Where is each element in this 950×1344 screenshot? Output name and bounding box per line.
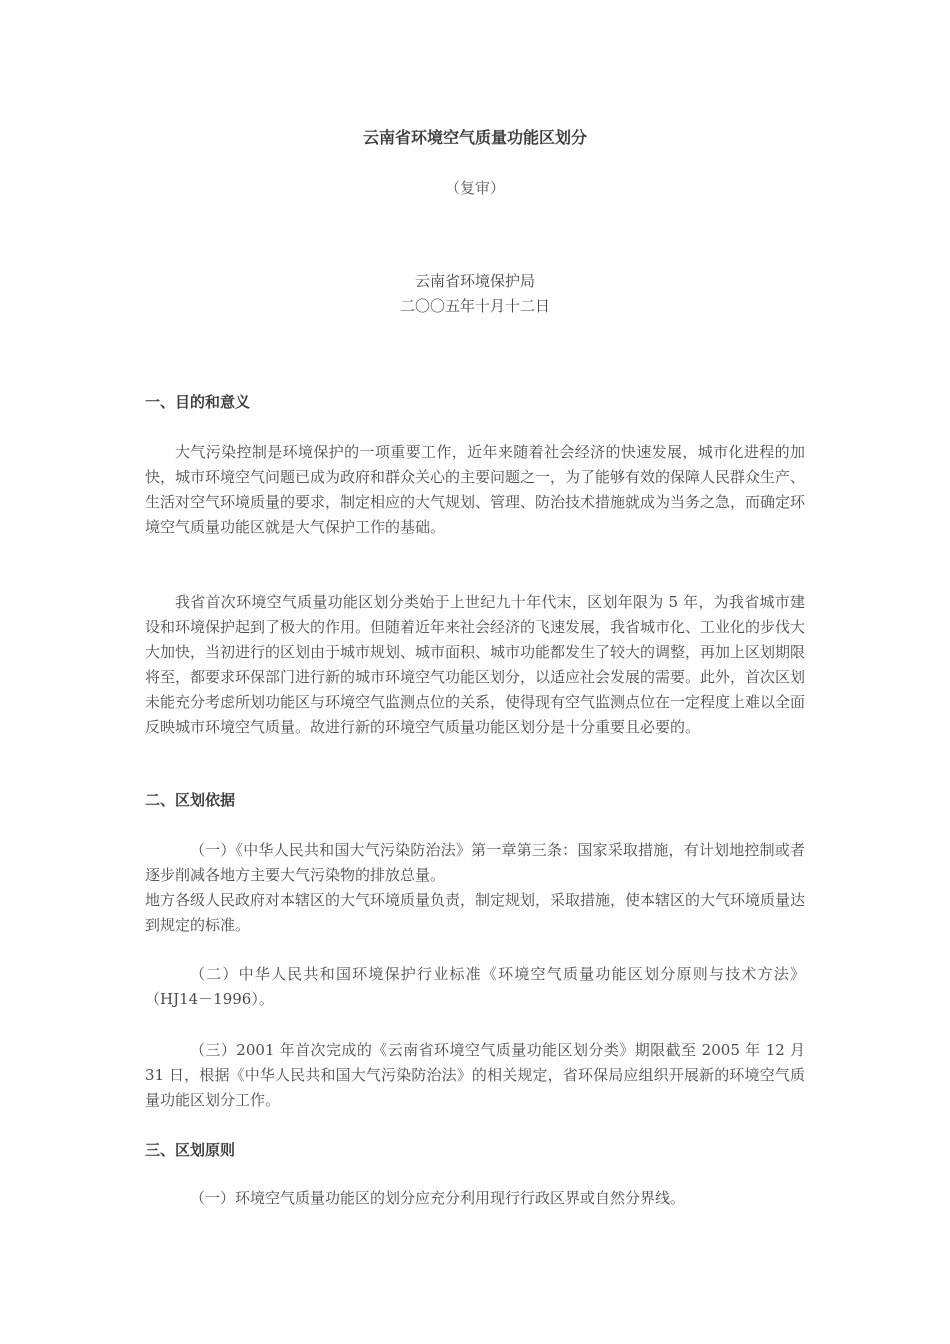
paragraph-principles-item-1: （一）环境空气质量功能区的划分应充分利用现行行政区界或自然分界线。 <box>190 1189 686 1207</box>
issuing-organization: 云南省环境保护局 <box>414 272 535 290</box>
section-heading-principles: 三、区划原则 <box>145 1141 236 1159</box>
paragraph-purpose-1: 大气污染控制是环境保护的一项重要工作，近年来随着社会经济的快速发展，城市化进程的加快，城市环境空气问题已成为政府和群众关心的主要问题之一，为了能够有效的保障人民群众生产、生活对空气环境质量的要求，制定相应的大气规划、管理、防治技术措施就成为当务之急，而确定环境空气质量功能区就是大气保护工作的基础。 <box>145 443 806 536</box>
paragraph-basis-item-3: （三）2001 年首次完成的《云南省环境空气质量功能区划分类》期限截至 2005 年 12 月 31 日，根据《中华人民共和国大气污染防治法》的相关规定，省环保局应组织开展新的环境空气质量功能区划分工作。 <box>145 1041 805 1109</box>
paragraph-basis-item-1-continued: 地方各级人民政府对本辖区的大气环境质量负责，制定规划，采取措施，使本辖区的大气环境质量达到规定的标准。 <box>145 891 806 934</box>
document-title: 云南省环境空气质量功能区划分 <box>362 128 587 147</box>
section-heading-basis: 二、区划依据 <box>145 791 236 809</box>
paragraph-basis-item-2: （二）中华人民共和国环境保护行业标准《环境空气质量功能区划分原则与技术方法》（HJ14－1996）。 <box>145 965 805 1008</box>
issue-date: 二〇〇五年十月十二日 <box>399 297 550 315</box>
paragraph-basis-item-1: （一）《中华人民共和国大气污染防治法》第一章第三条：国家采取措施，有计划地控制或者逐步削减各地方主要大气污染物的排放总量。 <box>145 841 805 884</box>
paragraph-purpose-2: 我省首次环境空气质量功能区划分类始于上世纪九十年代末，区划年限为 5 年，为我省城市建设和环境保护起到了极大的作用。但随着近年来社会经济的飞速发展，我省城市化、工业化的步伐大大加快，当初进行的区划由于城市规划、城市面积、城市功能都发生了较大的调整，再加上区划期限将至，都要求环保部门进行新的城市环境空气功能区划分，以适应社会发展的需要。此外，首次区划未能充分考虑所划功能区与环境空气监测点位的关系，使得现有空气监测点位在一定程度上难以全面反映城市环境空气质量。故进行新的环境空气质量功能区划分是十分重要且必要的。 <box>145 593 806 736</box>
section-heading-purpose: 一、目的和意义 <box>145 393 251 411</box>
document-subtitle: （复审） <box>444 179 505 197</box>
